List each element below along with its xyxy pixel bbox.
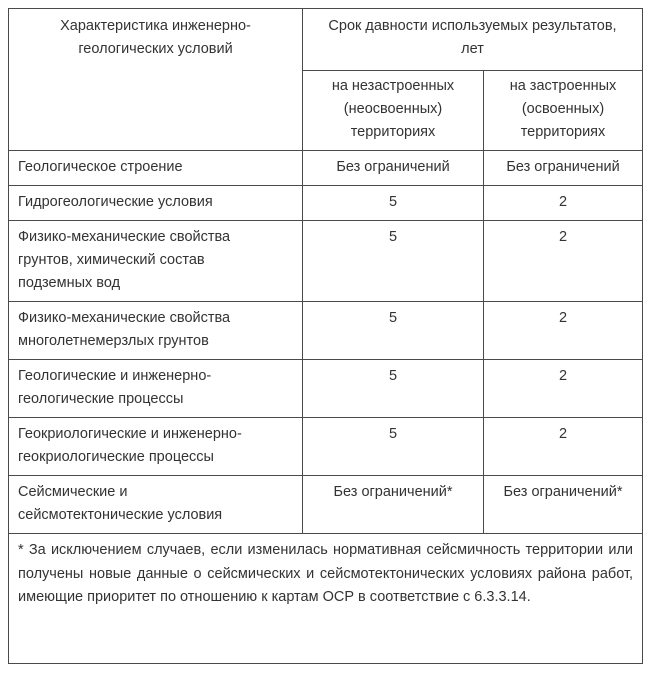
- table-row: [9, 221, 643, 302]
- value-developed: 2: [484, 186, 643, 221]
- value-undeveloped: Без ограничений: [303, 151, 484, 186]
- table-row: [9, 476, 643, 534]
- row-label: Физико-механические свойства многолетнемерзлых грунтов: [9, 302, 303, 360]
- value-undeveloped: 5: [303, 221, 484, 302]
- row-label: Геологическое строение: [9, 151, 303, 186]
- value-developed: 2: [484, 360, 643, 418]
- row-label: Сейсмические и сейсмотектонические условия: [9, 476, 303, 534]
- value-developed: 2: [484, 221, 643, 302]
- footnote-row: [9, 534, 643, 664]
- table-row: [9, 360, 643, 418]
- value-undeveloped: Без ограничений*: [303, 476, 484, 534]
- row-label: Геокриологические и инженерно-геокриологические процессы: [9, 418, 303, 476]
- footnote: * За исключением случаев, если изменилась нормативная сейсмичность территории или получены новые данные о сейсмических и сейсмотектонических условиях района работ, имеющие приоритет по отношению к картам ОСР в соответствие с 6.3.3.14.: [9, 534, 643, 664]
- value-undeveloped: 5: [303, 302, 484, 360]
- requirements-table: [8, 8, 643, 664]
- table-row: [9, 186, 643, 221]
- row-label: Гидрогеологические условия: [9, 186, 303, 221]
- value-undeveloped: 5: [303, 418, 484, 476]
- value-undeveloped: 5: [303, 360, 484, 418]
- value-developed: Без ограничений: [484, 151, 643, 186]
- header-characteristic: Характеристика инженерно-геологических условий: [9, 9, 303, 151]
- header-undeveloped: на незастроенных (неосвоенных) территориях: [303, 71, 484, 151]
- value-developed: Без ограничений*: [484, 476, 643, 534]
- value-undeveloped: 5: [303, 186, 484, 221]
- header-developed: на застроенных (освоенных) территориях: [484, 71, 643, 151]
- header-row: [9, 9, 643, 71]
- table-row: [9, 302, 643, 360]
- value-developed: 2: [484, 302, 643, 360]
- row-label: Геологические и инженерно-геологические процессы: [9, 360, 303, 418]
- table-row: [9, 418, 643, 476]
- table-row: [9, 151, 643, 186]
- value-developed: 2: [484, 418, 643, 476]
- header-period: Срок давности используемых результатов, лет: [303, 9, 643, 71]
- row-label: Физико-механические свойства грунтов, химический состав подземных вод: [9, 221, 303, 302]
